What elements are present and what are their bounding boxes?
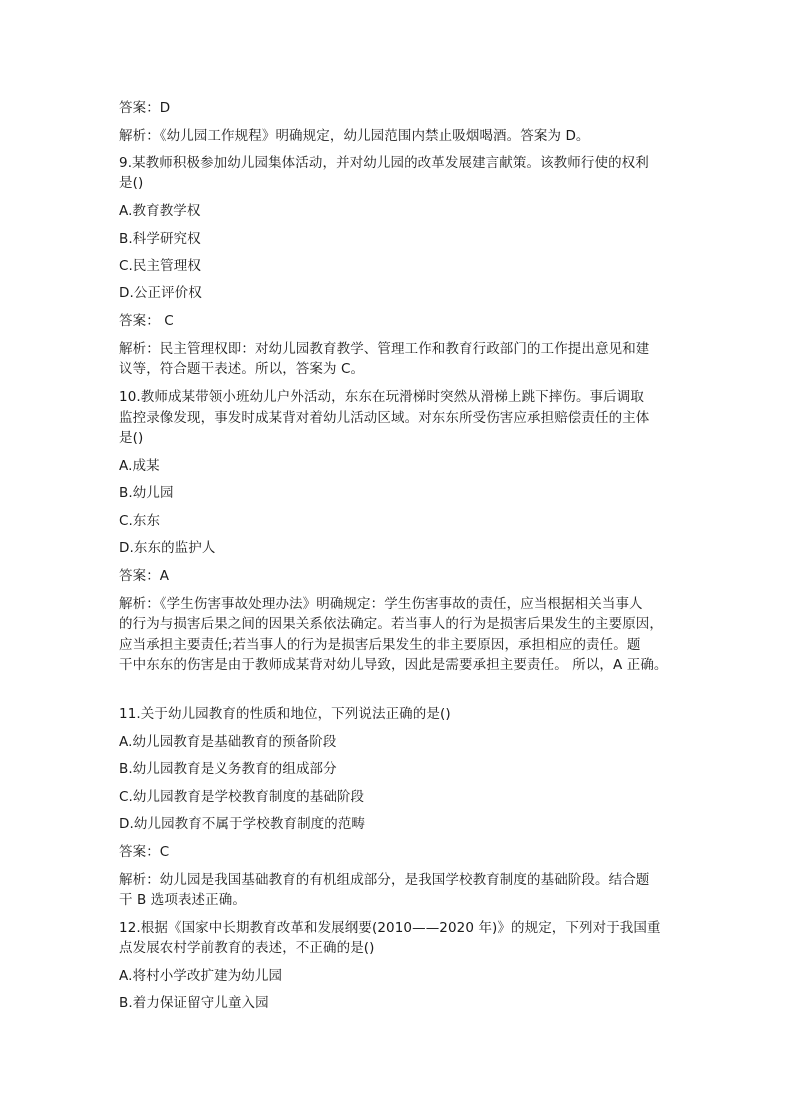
text-line: 答案：D: [119, 100, 171, 116]
text-line: A.将村小学改扩建为幼儿园: [119, 968, 283, 984]
text-line: 11.关于幼儿园教育的性质和地位，下列说法正确的是(): [119, 706, 451, 722]
text-line: D.幼儿园教育不属于学校教育制度的范畴: [119, 816, 366, 832]
text-line: 是(): [119, 430, 144, 446]
text-line: 9.某教师积极参加幼儿园集体活动，并对幼儿园的改革发展建言献策。该教师行使的权利: [119, 155, 649, 171]
text-line: B.科学研究权: [119, 231, 201, 247]
text-line: 议等，符合题干表述。所以，答案为 C。: [119, 361, 365, 377]
text-line: 干中东东的伤害是由于教师成某背对幼儿导致，因此是需要承担主要责任。 所以，A 正确。: [119, 657, 668, 673]
text-line: 答案：C: [119, 844, 170, 860]
text-line: 干 B 选项表述正确。: [119, 892, 246, 908]
text-line: 12.根据《国家中长期教育改革和发展纲要(2010——2020 年)》的规定，下列对于我国重: [119, 920, 661, 936]
text-line: B.幼儿园教育是义务教育的组成部分: [119, 761, 337, 777]
text-line: C.民主管理权: [119, 258, 201, 274]
text-line: A.幼儿园教育是基础教育的预备阶段: [119, 734, 337, 750]
text-line: 解析：《幼儿园工作规程》明确规定，幼儿园范围内禁止吸烟喝酒。答案为 D。: [119, 128, 590, 144]
text-line: 的行为与损害后果之间的因果关系依法确定。若当事人的行为是损害后果发生的主要原因，: [119, 616, 663, 632]
text-line: 解析：民主管理权即：对幼儿园教育教学、管理工作和教育行政部门的工作提出意见和建: [119, 341, 650, 357]
text-line: 答案：A: [119, 568, 170, 584]
text-line: D.公正评价权: [119, 285, 202, 301]
text-line: B.着力保证留守儿童入园: [119, 995, 269, 1011]
text-line: 点发展农村学前教育的表述，不正确的是(): [119, 940, 375, 956]
text-line: B.幼儿园: [119, 485, 174, 501]
text-line: D.东东的监护人: [119, 540, 216, 556]
text-line: A.教育教学权: [119, 203, 201, 219]
text-line: A.成某: [119, 458, 160, 474]
text-line: 解析：《学生伤害事故处理办法》明确规定：学生伤害事故的责任，应当根据相关当事人: [119, 596, 643, 612]
text-line: 应当承担主要责任;若当事人的行为是损害后果发生的非主要原因，承担相应的责任。题: [119, 637, 641, 653]
text-line: C.东东: [119, 513, 161, 529]
text-line: 答案： C: [119, 313, 174, 329]
text-line: 解析：幼儿园是我国基础教育的有机组成部分，是我国学校教育制度的基础阶段。结合题: [119, 872, 650, 888]
text-line: C.幼儿园教育是学校教育制度的基础阶段: [119, 789, 365, 805]
text-line: 监控录像发现，事发时成某背对着幼儿活动区域。对东东所受伤害应承担赔偿责任的主体: [119, 410, 650, 426]
text-line: 是(): [119, 175, 144, 191]
text-line: 10.教师成某带领小班幼儿户外活动，东东在玩滑梯时突然从滑梯上跳下摔伤。事后调取: [119, 389, 644, 405]
